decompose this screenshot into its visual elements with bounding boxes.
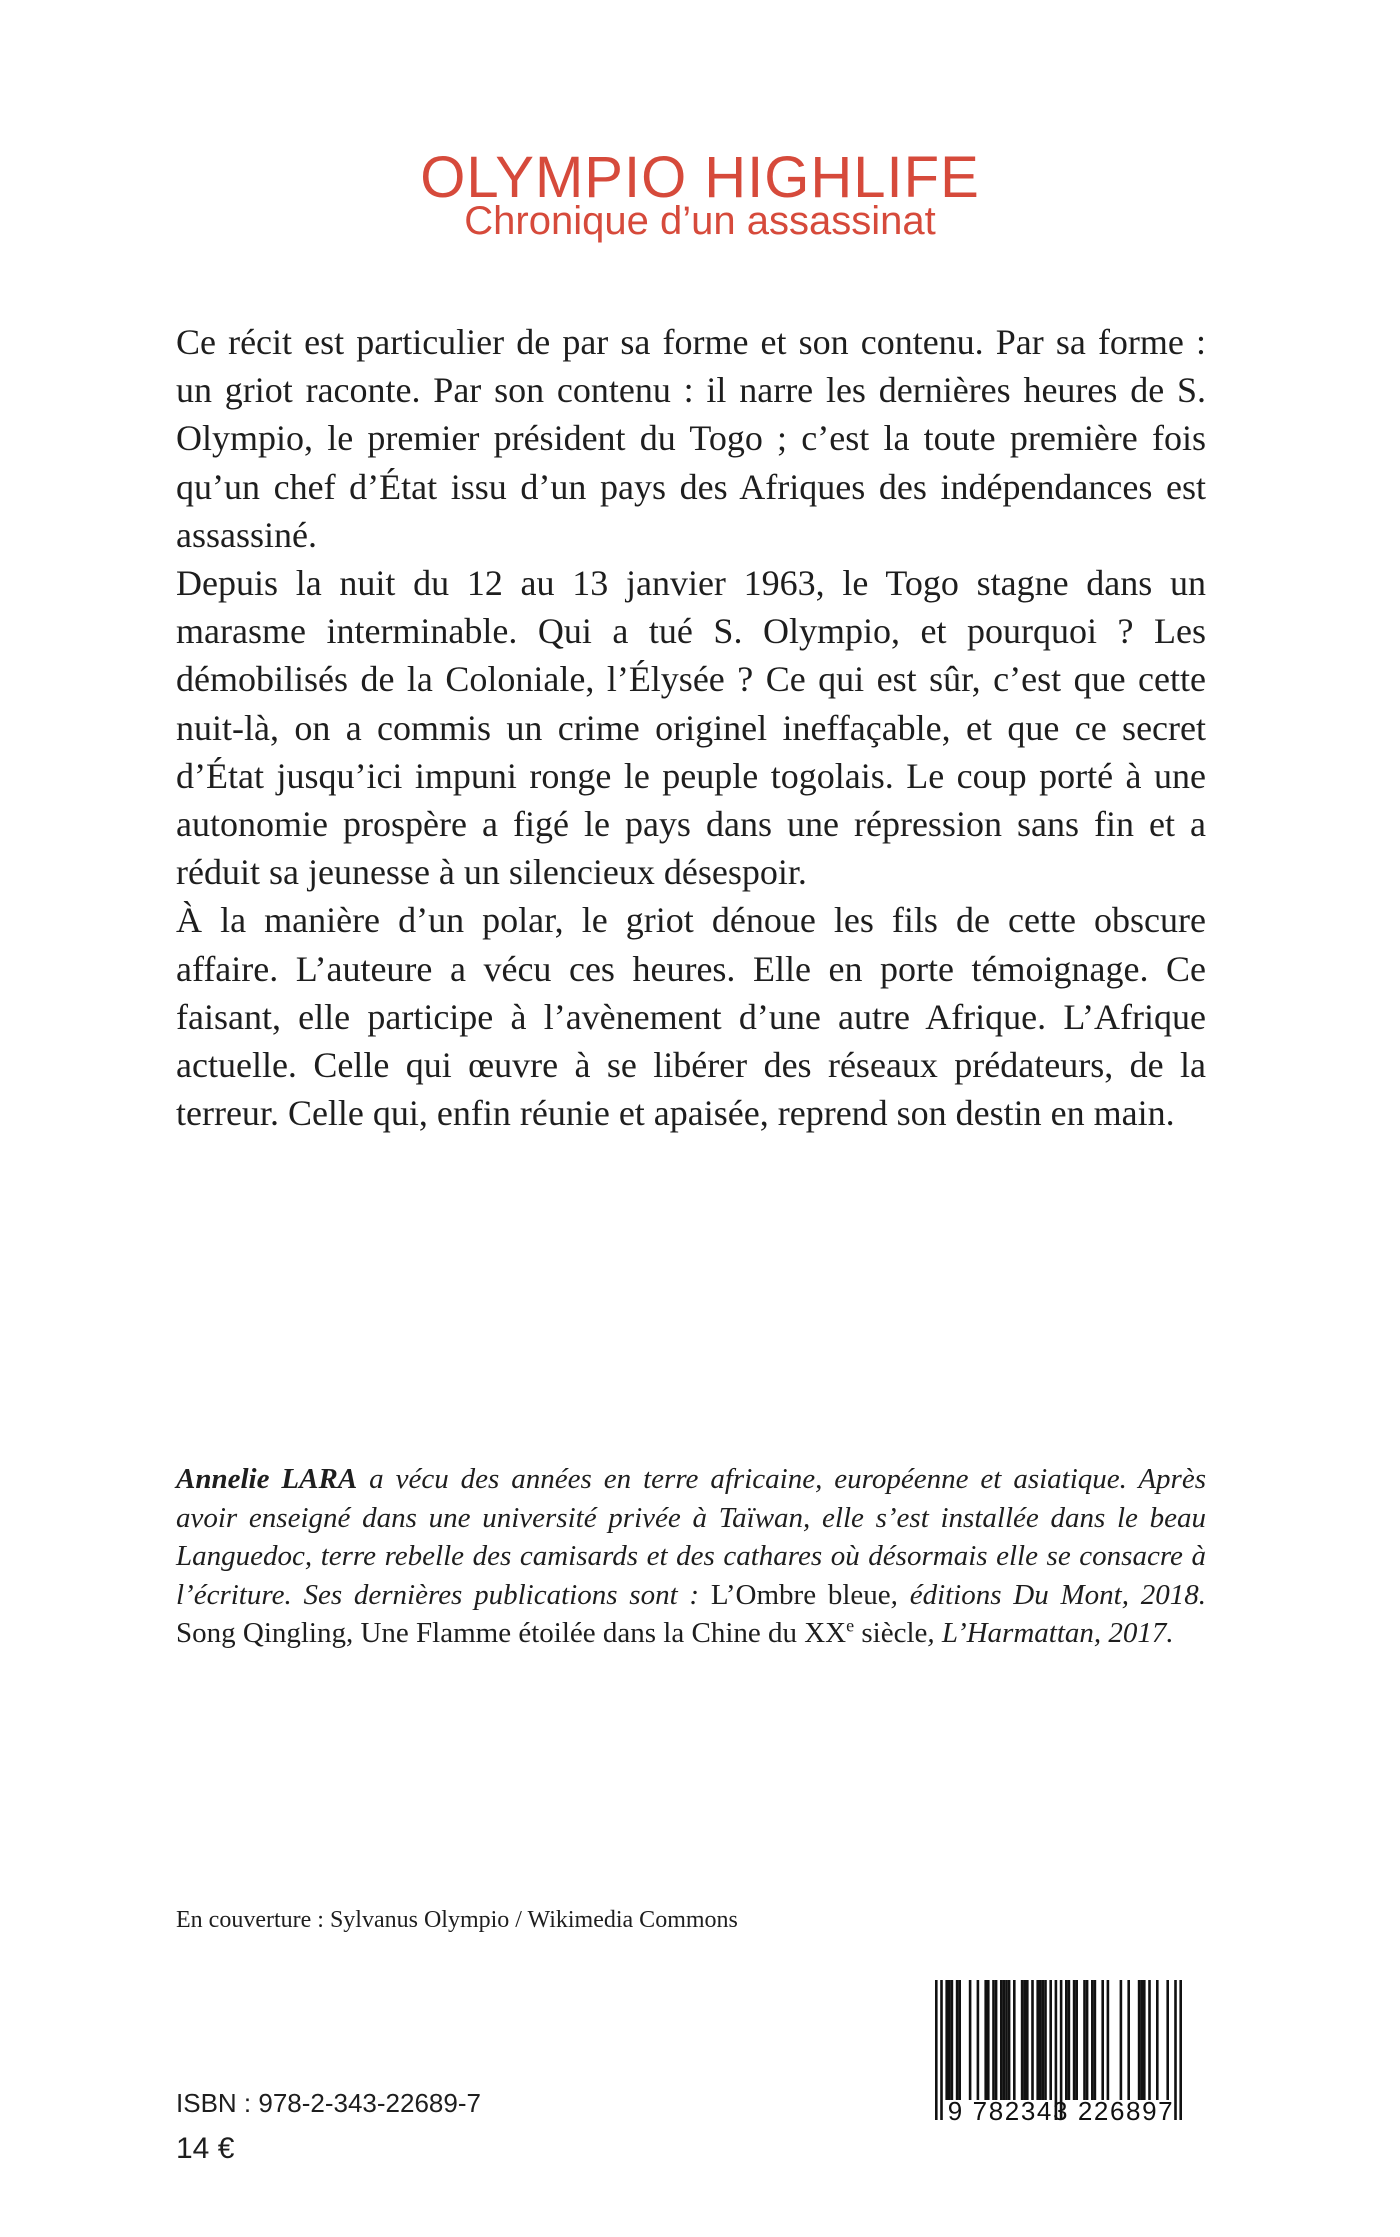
- publisher-1: , éditions Du Mont, 2018.: [890, 1578, 1207, 1611]
- barcode-bar: [1140, 1980, 1143, 2100]
- barcode-bar: [1065, 1980, 1068, 2100]
- book-title-2-end: siècle: [854, 1617, 928, 1649]
- barcode-bar: [1000, 1980, 1003, 2100]
- barcode-bar: [1143, 1980, 1146, 2100]
- book-subtitle: Chronique d’un assassinat: [464, 199, 936, 243]
- barcode-bar: [1138, 1980, 1141, 2100]
- barcode-bar: [1073, 1980, 1076, 2100]
- barcode-bar: [956, 1980, 959, 2100]
- century-superscript: e: [846, 1615, 855, 1636]
- barcode-bar: [984, 1980, 987, 2100]
- barcode-bar: [1036, 1980, 1039, 2100]
- summary-paragraph: Depuis la nuit du 12 au 13 janvier 1963, le Togo stagne dans un marasme interminable. Qui a tué S. Olympio, et pourquoi ? Les démobilisés de la Coloniale, l’Élysée ? Ce qui est sûr, c’est que cette nuit-là, on a commis un crime originel ineffaçable, et que ce secret d’État jusqu’ici impuni ronge le peuple togolais. Le coup porté à une autonomie prospère a figé le pays dans une répression sans fin et a réduit sa jeunesse à un silencieux désespoir.: [176, 563, 1206, 893]
- barcode: [915, 1978, 1207, 2150]
- book-title-2: Song Qingling, Une Flamme étoilée dans la Chine du XX: [176, 1617, 847, 1649]
- author-bio: [176, 1460, 1206, 1653]
- barcode-bar: [1031, 1980, 1034, 2100]
- book-title-1: L’Ombre bleue: [710, 1578, 891, 1611]
- barcode-bar: [1005, 1980, 1008, 2100]
- barcode-bar: [987, 1980, 990, 2100]
- barcode-bar: [945, 1980, 948, 2100]
- barcode-bar: [1003, 1980, 1006, 2100]
- barcode-bar: [948, 1980, 951, 2100]
- summary-paragraph: À la manière d’un polar, le griot dénoue les fils de cette obscure affaire. L’auteure a vécu ces heures. Elle en porte témoignage. Ce faisant, elle participe à l’avènement d’une autre Afrique. L’Afrique actuelle. Celle qui œuvre à se libérer des réseaux prédateurs, de la terreur. Celle qui, enfin réunie et apaisée, reprend son destin en main.: [176, 900, 1206, 1134]
- barcode-digits: 9 782343 226897: [947, 2096, 1175, 2126]
- barcode-bar: [1021, 1980, 1024, 2100]
- barcode-bar: [992, 1980, 995, 2100]
- barcode-bar: [1148, 1980, 1151, 2100]
- publisher-2: , L’Harmattan, 2017.: [927, 1617, 1174, 1649]
- barcode-bar: [958, 1980, 961, 2100]
- barcode-bar: [1091, 1980, 1094, 2100]
- barcode-bar: [1086, 1980, 1089, 2100]
- barcode-bar: [1008, 1980, 1011, 2100]
- barcode-bar: [1042, 1980, 1045, 2100]
- isbn: ISBN : 978-2-343-22689-7: [176, 2088, 481, 2118]
- barcode-bar: [1023, 1980, 1026, 2100]
- barcode-bar: [1044, 1980, 1047, 2100]
- barcode-bar: [1026, 1980, 1029, 2100]
- book-title: OLYMPIO HIGHLIFE: [420, 144, 980, 210]
- barcode-bar: [1068, 1980, 1071, 2100]
- barcode-bar: [969, 1980, 972, 2100]
- barcode-bar: [1075, 1980, 1078, 2100]
- barcode-bar: [951, 1980, 954, 2100]
- barcode-bar: [1013, 1980, 1016, 2100]
- price: 14 €: [176, 2132, 235, 2165]
- barcode-bar: [1039, 1980, 1042, 2100]
- barcode-bar: [1120, 1980, 1123, 2100]
- barcode-bar: [1094, 1980, 1097, 2100]
- summary-text: [176, 318, 1206, 1137]
- barcode-bar: [1083, 1980, 1086, 2100]
- barcode-bar: [1127, 1980, 1130, 2100]
- barcode-bar: [977, 1980, 980, 2100]
- author-name: Annelie LARA: [176, 1463, 358, 1495]
- barcode-bar: [1049, 1980, 1052, 2100]
- barcode-bar: [1166, 1980, 1169, 2100]
- barcode-bar: [1107, 1980, 1110, 2100]
- bio-text: a vécu des années en terre africaine, européenne et asiatique. Après avoir enseigné dans une université privée à Taïwan, elle s’est installée dans le beau Languedoc, terre rebelle des camisards et des cathares où désormais elle se consacre à l’écriture. Ses dernières publications sont :: [176, 1463, 1206, 1611]
- barcode-bar: [995, 1980, 998, 2100]
- summary-paragraph: Ce récit est particulier de par sa forme et son contenu. Par sa forme : un griot raconte. Par son contenu : il narre les dernières heures de S. Olympio, le premier président du Togo ; c’est la toute première fois qu’un chef d’État issu d’un pays des Afriques des indépendances est assassiné.: [176, 322, 1206, 555]
- cover-credit: En couverture : Sylvanus Olympio / Wikimedia Commons: [176, 1907, 738, 1933]
- barcode-bar: [1156, 1980, 1159, 2100]
- barcode-bar: [1101, 1980, 1104, 2100]
